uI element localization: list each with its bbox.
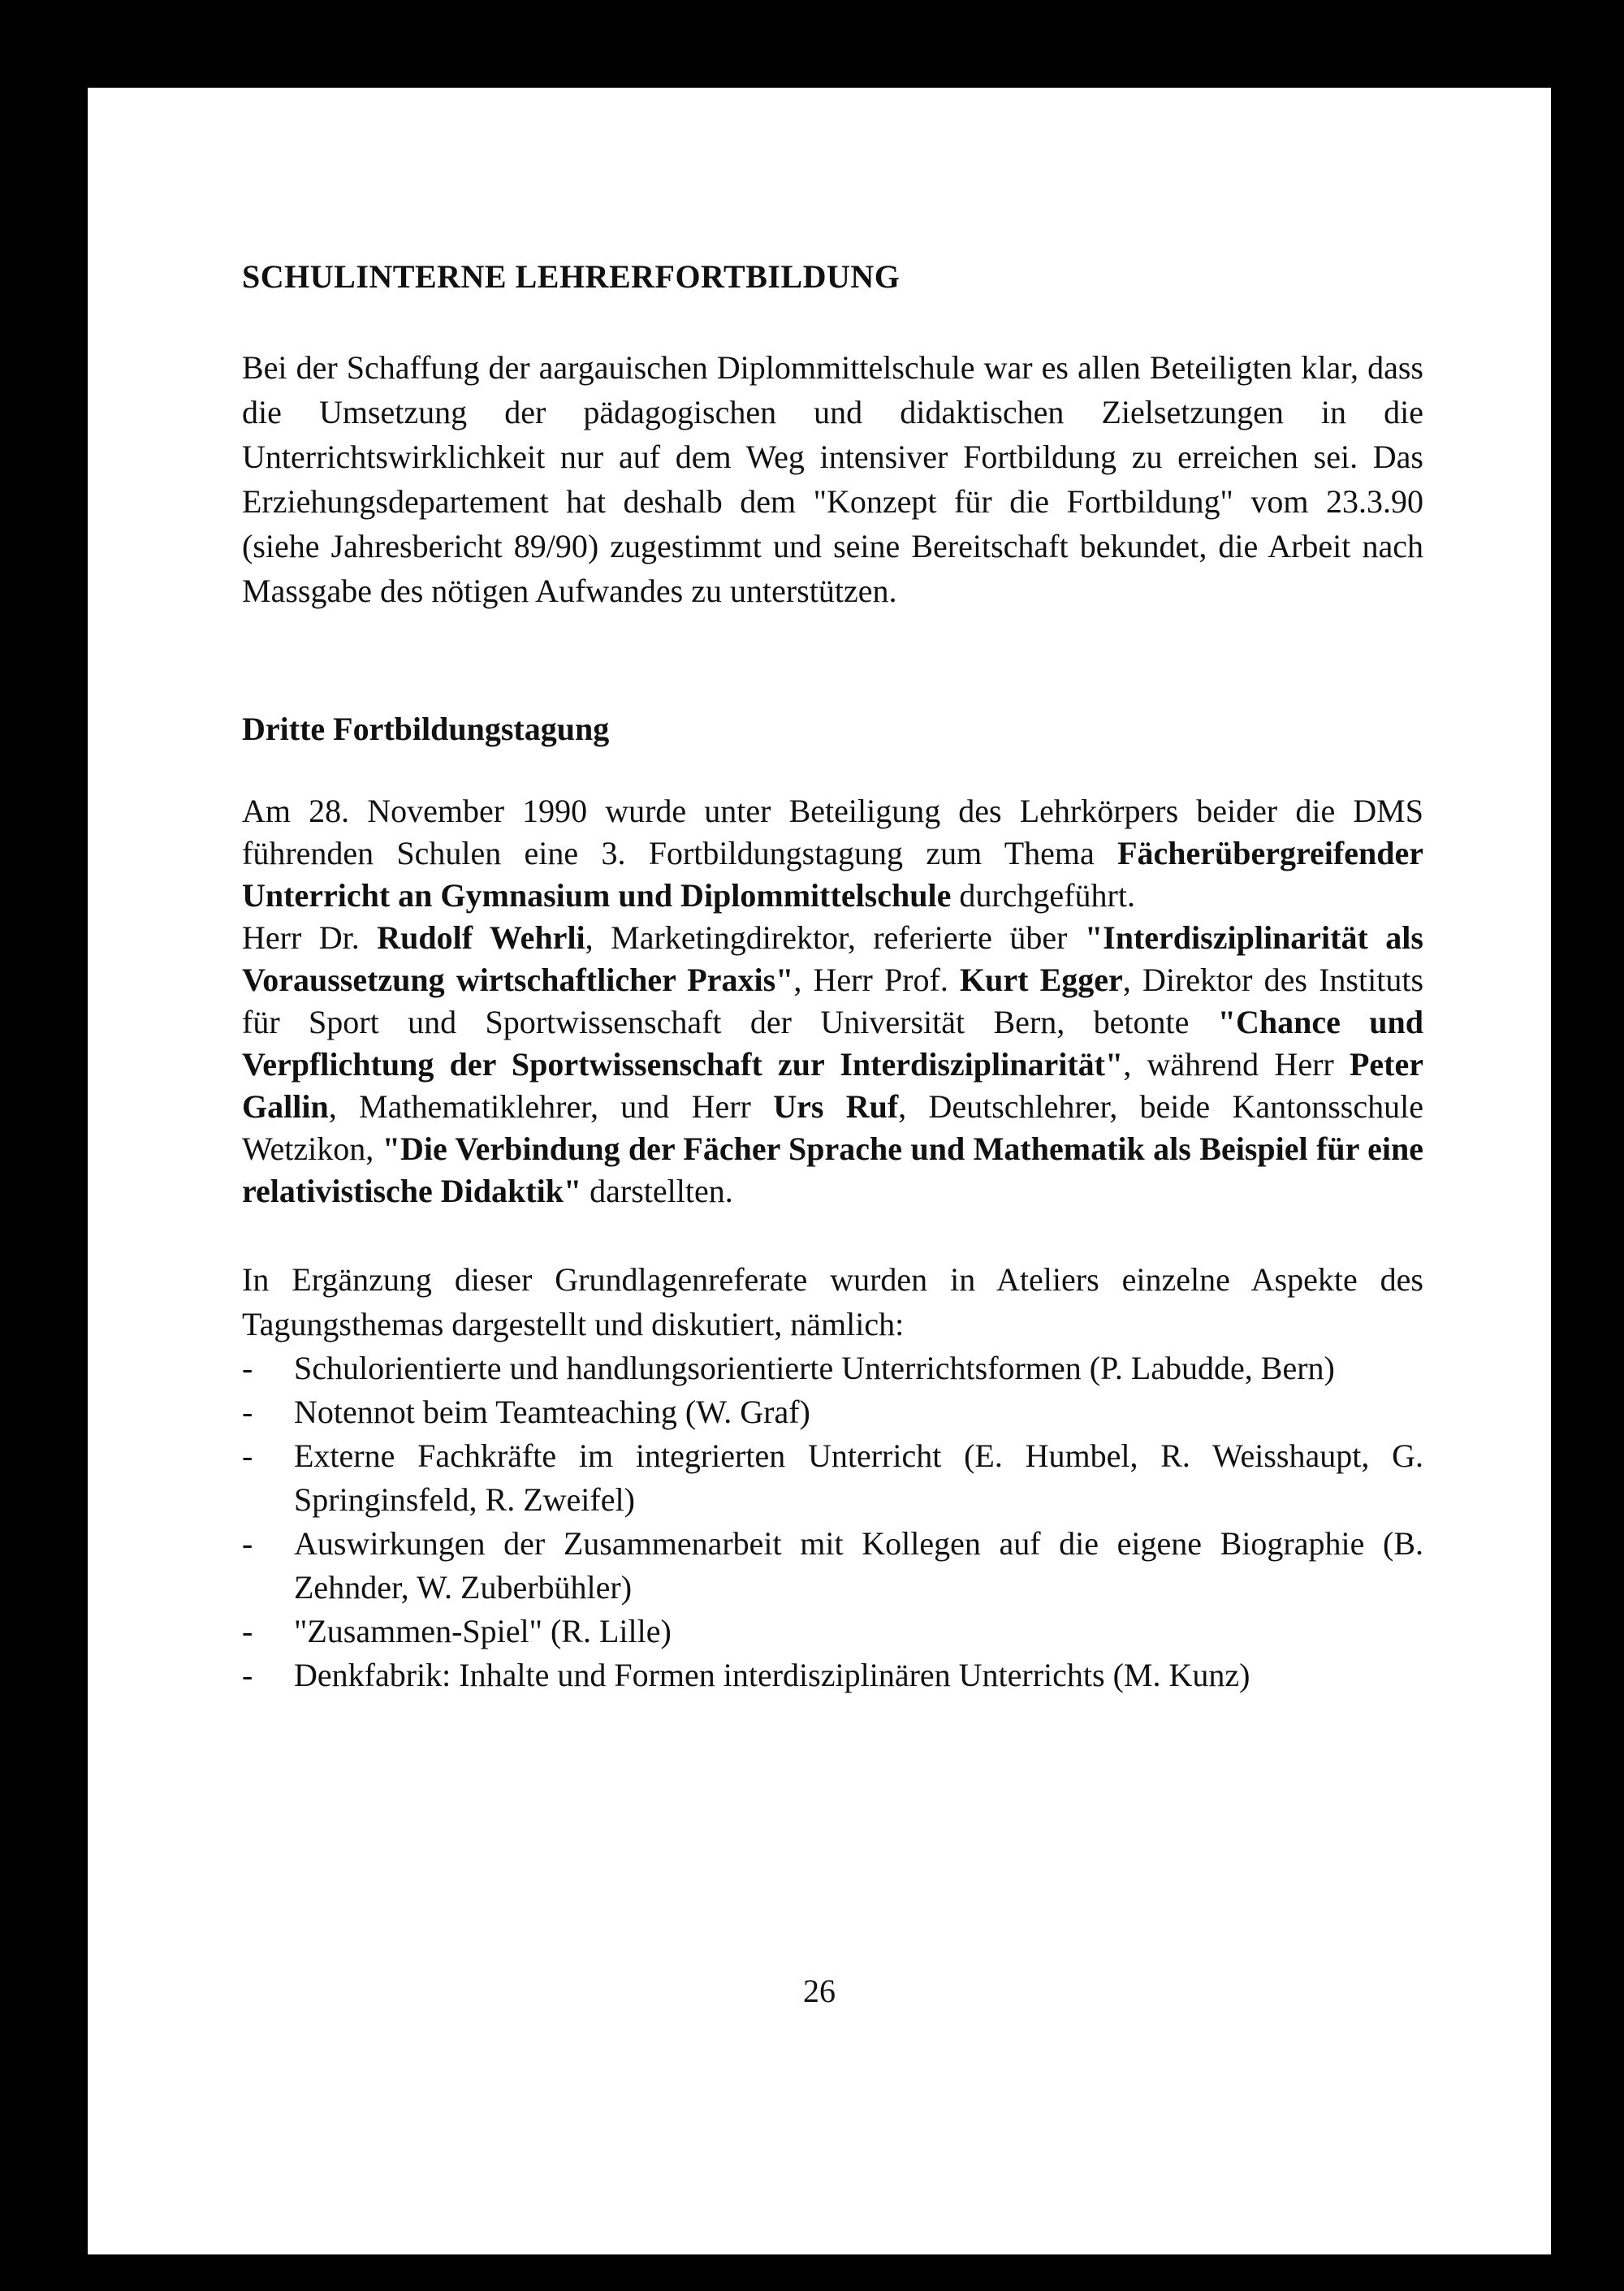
list-item bbox=[242, 1522, 1423, 1610]
dash-bullet: - bbox=[242, 1525, 253, 1562]
tagung-topic: Fächerübergreifender Unterricht an Gymnasium und Diplommittelschule bbox=[242, 835, 1423, 914]
dash-bullet: - bbox=[242, 1613, 253, 1649]
dash-bullet: - bbox=[242, 1437, 253, 1474]
lecture-title-3: "Die Verbindung der Fächer Sprache und Mathematik als Beispiel für eine relativistische Didaktik" bbox=[242, 1130, 1423, 1209]
section-heading: Dritte Fortbildungstagung bbox=[242, 711, 610, 747]
page-number: 26 bbox=[803, 1973, 836, 2009]
speakers-text-7: , Deutschlehrer, beide Kantonsschule Wetzikon, bbox=[242, 1088, 1423, 1167]
speaker-name-1: Rudolf Wehrli bbox=[377, 919, 585, 956]
speakers-text-2: , Marketingdirektor, referierte über bbox=[585, 919, 1085, 956]
list-item bbox=[242, 1653, 1423, 1697]
speakers-text-5: , während Herr bbox=[1123, 1046, 1350, 1083]
list-item-text: Notennot beim Teamteaching (W. Graf) bbox=[294, 1394, 810, 1430]
speaker-name-3: Peter Gallin bbox=[242, 1046, 1423, 1125]
list-item bbox=[242, 1434, 1423, 1522]
aspects-list bbox=[242, 1347, 1423, 1697]
tagung-intro-text: Am 28. November 1990 wurde unter Beteiligung des Lehrkörpers beider die DMS führenden Schulen eine 3. Fortbildungstagung zum Thema bbox=[242, 793, 1423, 871]
speakers-text-4: , Direktor des Instituts für Sport und Sportwissenschaft der Universität Bern, betonte bbox=[242, 962, 1424, 1040]
lecture-title-1: "Interdisziplinarität als Voraussetzung wirtschaftlicher Praxis" bbox=[242, 919, 1423, 998]
lecture-title-2: "Chance und Verpflichtung der Sportwissenschaft zur Interdisziplinarität" bbox=[242, 1004, 1423, 1083]
list-item-text: "Zusammen-Spiel" (R. Lille) bbox=[294, 1613, 672, 1649]
speaker-name-4: Urs Ruf bbox=[773, 1088, 899, 1125]
list-item bbox=[242, 1390, 1423, 1434]
ateliers-intro: In Ergänzung dieser Grundlagenreferate wurden in Ateliers einzelne Aspekte des Tagungsthemas dargestellt und diskutiert, nämlich: bbox=[242, 1261, 1423, 1342]
page-content bbox=[242, 254, 1423, 1697]
speakers-paragraph bbox=[242, 917, 1423, 1213]
dash-bullet: - bbox=[242, 1394, 253, 1430]
list-item bbox=[242, 1347, 1423, 1390]
list-item-text: Denkfabrik: Inhalte und Formen interdisziplinären Unterrichts (M. Kunz) bbox=[294, 1657, 1250, 1693]
speakers-text-6: , Mathematiklehrer, und Herr bbox=[328, 1088, 774, 1125]
speakers-text-3: , Herr Prof. bbox=[793, 962, 961, 998]
speakers-text-1: Herr Dr. bbox=[242, 919, 378, 956]
list-item-text: Auswirkungen der Zusammenarbeit mit Kollegen auf die eigene Biographie (B. Zehnder, W. Zuberbühler) bbox=[294, 1525, 1423, 1606]
tagung-section bbox=[242, 790, 1423, 1213]
dash-bullet: - bbox=[242, 1657, 253, 1693]
speaker-name-2: Kurt Egger bbox=[960, 962, 1123, 998]
intro-paragraph: Bei der Schaffung der aargauischen Diplommittelschule war es allen Beteiligten klar, dass die Umsetzung der pädagogischen und didaktischen Zielsetzungen in die Unterrichtswirklichkeit nur auf dem Weg intensiver Fortbildung zu erreichen sei. Das Erziehungsdepartement hat deshalb dem "Konzept für die Fortbildung" vom 23.3.90 (siehe Jahresbericht 89/90) zugestimmt und seine Bereitschaft bekundet, die Arbeit nach Massgabe des nötigen Aufwandes zu unterstützen. bbox=[242, 349, 1423, 609]
page-title: SCHULINTERNE LEHRERFORTBILDUNG bbox=[242, 258, 901, 295]
dash-bullet: - bbox=[242, 1350, 253, 1386]
speakers-text-8: darstellten. bbox=[581, 1173, 733, 1209]
list-item bbox=[242, 1610, 1423, 1653]
tagung-intro-paragraph bbox=[242, 790, 1423, 917]
list-item-text: Schulorientierte und handlungsorientierte Unterrichtsformen (P. Labudde, Bern) bbox=[294, 1350, 1335, 1386]
list-item-text: Externe Fachkräfte im integrierten Unterricht (E. Humbel, R. Weisshaupt, G. Springinsfeld, R. Zweifel) bbox=[294, 1437, 1423, 1518]
tagung-intro-end: durchgeführt. bbox=[959, 877, 1135, 914]
document-page bbox=[88, 88, 1551, 2254]
